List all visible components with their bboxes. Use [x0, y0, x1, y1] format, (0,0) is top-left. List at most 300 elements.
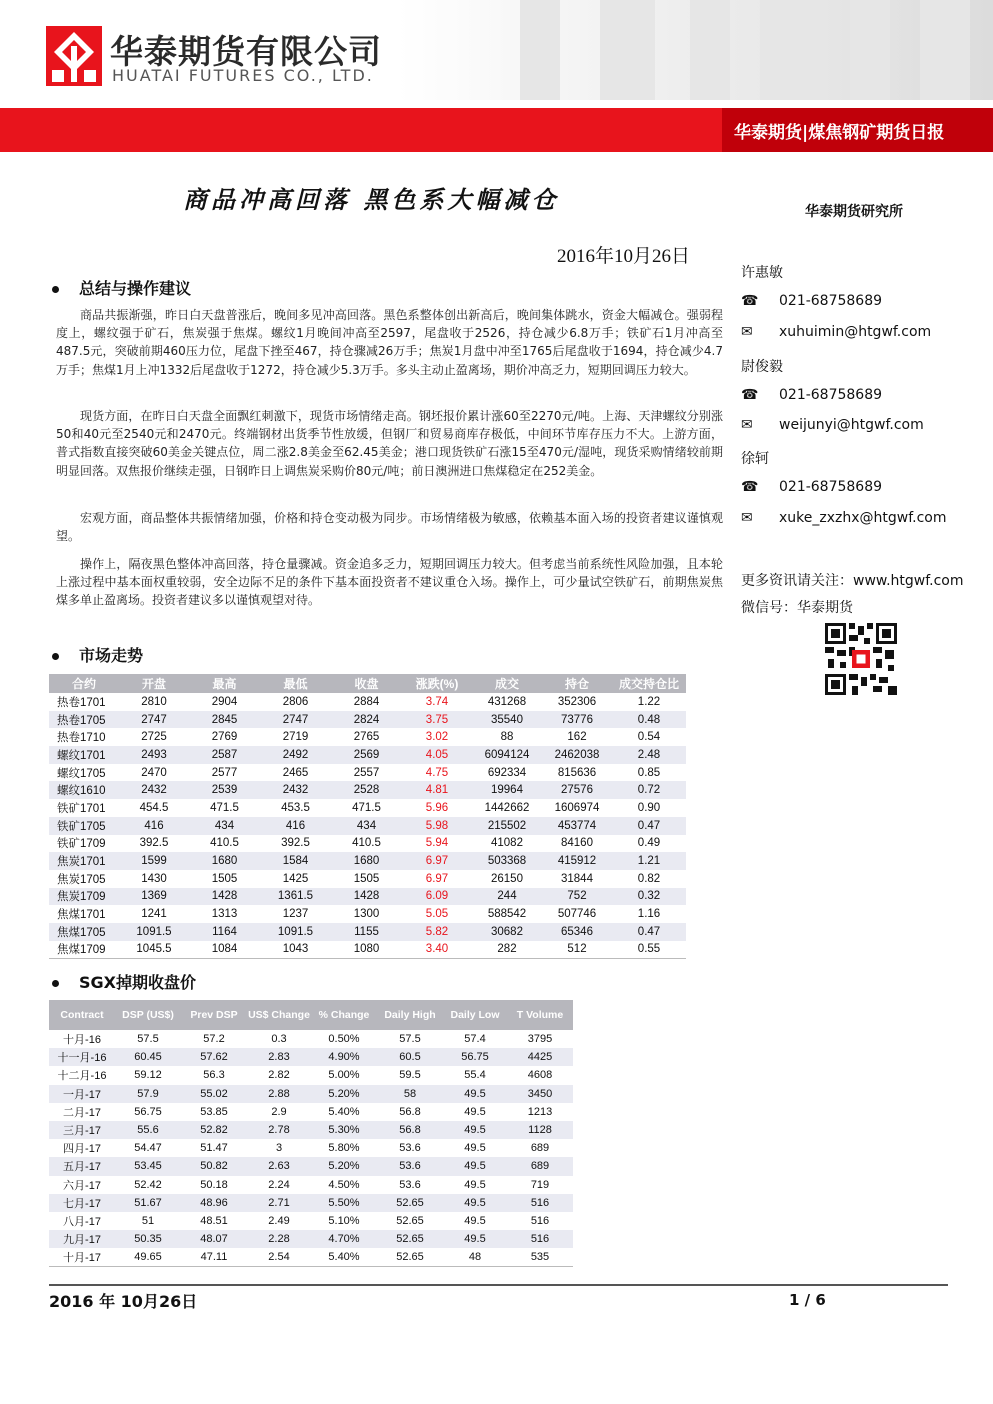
table-cell: 焦煤1709 [49, 941, 119, 959]
table-cell: 53.6 [377, 1157, 443, 1175]
table-cell: 719 [507, 1176, 573, 1194]
page-number: 1 / 6 [789, 1291, 826, 1309]
table-cell: 49.5 [443, 1194, 507, 1212]
table-cell: 2824 [331, 711, 402, 729]
table-cell: 4425 [507, 1048, 573, 1066]
table-row [49, 693, 686, 711]
table-cell: 5.94 [402, 835, 472, 853]
table-cell: 2493 [119, 746, 189, 764]
company-logo [46, 26, 102, 86]
table-cell: 59.12 [115, 1066, 181, 1084]
column-header: US$ Change [247, 1000, 311, 1030]
table-cell: 3450 [507, 1085, 573, 1103]
table-cell: 49.5 [443, 1139, 507, 1157]
table-cell: 四月-17 [49, 1139, 115, 1157]
table-cell: 2.78 [247, 1121, 311, 1139]
table-cell: 螺纹1610 [49, 781, 119, 799]
column-header: 持仓 [542, 674, 612, 693]
table-cell: 4608 [507, 1066, 573, 1084]
analyst-email[interactable]: ✉ xuke_zxzhx@htgwf.com [741, 510, 947, 526]
table-cell: 5.96 [402, 799, 472, 817]
table-cell: 5.82 [402, 923, 472, 941]
table-cell: 螺纹1701 [49, 746, 119, 764]
table-cell: 4.90% [311, 1048, 377, 1066]
table-cell: 2765 [331, 728, 402, 746]
table-cell: 52.65 [377, 1248, 443, 1267]
table-cell: 416 [119, 817, 189, 835]
table-cell: 1430 [119, 870, 189, 888]
table-cell: 410.5 [331, 835, 402, 853]
table-cell: 铁矿1705 [49, 817, 119, 835]
table-cell: 1084 [189, 941, 260, 959]
table-cell: 2470 [119, 764, 189, 782]
table-cell: 5.10% [311, 1212, 377, 1230]
column-header: 涨跌(%) [402, 674, 472, 693]
table-cell: 2432 [119, 781, 189, 799]
column-header: Prev DSP [181, 1000, 247, 1030]
website-notice[interactable]: 更多资讯请关注：www.htgwf.com [741, 573, 964, 589]
table-cell: 434 [331, 817, 402, 835]
table-row [49, 1066, 573, 1084]
table-row [49, 835, 686, 853]
table-cell: 焦煤1701 [49, 905, 119, 923]
table-cell: 65346 [542, 923, 612, 941]
table-cell: 689 [507, 1139, 573, 1157]
table-cell: 31844 [542, 870, 612, 888]
table-cell: 54.47 [115, 1139, 181, 1157]
table-cell: 535 [507, 1248, 573, 1267]
table-row [49, 852, 686, 870]
table-row [49, 817, 686, 835]
company-name-cn: 华泰期货有限公司 [110, 32, 382, 71]
table-cell: 51.47 [181, 1139, 247, 1157]
table-cell: 58 [377, 1085, 443, 1103]
table-cell: 1091.5 [119, 923, 189, 941]
table-cell: 1584 [260, 852, 331, 870]
table-cell: 53.6 [377, 1139, 443, 1157]
table-cell: 八月-17 [49, 1212, 115, 1230]
table-cell: 4.75 [402, 764, 472, 782]
table-cell: 3 [247, 1139, 311, 1157]
table-cell: 十月-17 [49, 1248, 115, 1267]
table-row [49, 1230, 573, 1248]
table-cell: 56.8 [377, 1103, 443, 1121]
table-cell: 471.5 [331, 799, 402, 817]
table-cell: 1313 [189, 905, 260, 923]
table-row [49, 711, 686, 729]
table-cell: 一月-17 [49, 1085, 115, 1103]
table-cell: 57.2 [181, 1030, 247, 1048]
column-header: 最高 [189, 674, 260, 693]
table-cell: 26150 [472, 870, 542, 888]
table-cell: 1425 [260, 870, 331, 888]
table-row [49, 1194, 573, 1212]
table-cell: 2.9 [247, 1103, 311, 1121]
envelope-icon: ✉ [741, 510, 753, 526]
table-cell: 4.81 [402, 781, 472, 799]
table-cell: 282 [472, 941, 542, 959]
table-row [49, 1176, 573, 1194]
table-cell: 焦煤1705 [49, 923, 119, 941]
table-cell: 53.85 [181, 1103, 247, 1121]
table-cell: 2.63 [247, 1157, 311, 1175]
table-cell: 2539 [189, 781, 260, 799]
table-cell: 2577 [189, 764, 260, 782]
table-cell: 516 [507, 1194, 573, 1212]
table-row [49, 1121, 573, 1139]
table-cell: 57.4 [443, 1030, 507, 1048]
table-cell: 1442662 [472, 799, 542, 817]
analyst-name: 尉俊毅 [741, 359, 783, 375]
table-cell: 2806 [260, 693, 331, 711]
table-cell: 2747 [119, 711, 189, 729]
table-cell: 0.55 [612, 941, 686, 959]
qr-code-icon [825, 623, 897, 695]
table-cell: 1155 [331, 923, 402, 941]
table-cell: 5.40% [311, 1248, 377, 1267]
table-cell: 4.05 [402, 746, 472, 764]
table-cell: 56.8 [377, 1121, 443, 1139]
table-cell: 49.5 [443, 1230, 507, 1248]
table-cell: 53.45 [115, 1157, 181, 1175]
sgx-table [49, 1000, 573, 1267]
table-cell: 454.5 [119, 799, 189, 817]
table-cell: 3.75 [402, 711, 472, 729]
table-cell: 48.96 [181, 1194, 247, 1212]
table-cell: 0.3 [247, 1030, 311, 1048]
table-cell: 51 [115, 1212, 181, 1230]
table-cell: 2884 [331, 693, 402, 711]
table-cell: 5.00% [311, 1066, 377, 1084]
table-cell: 2747 [260, 711, 331, 729]
table-cell: 2462038 [542, 746, 612, 764]
wechat-id: 微信号：华泰期货 [741, 600, 853, 616]
table-cell: 1080 [331, 941, 402, 959]
table-cell: 52.65 [377, 1230, 443, 1248]
table-cell: 1505 [331, 870, 402, 888]
table-cell: 59.5 [377, 1066, 443, 1084]
table-cell: 0.54 [612, 728, 686, 746]
table-row [49, 905, 686, 923]
table-cell: 铁矿1709 [49, 835, 119, 853]
footer-divider [49, 1284, 948, 1286]
table-cell: 52.65 [377, 1194, 443, 1212]
table-cell: 60.45 [115, 1048, 181, 1066]
table-row [49, 888, 686, 906]
column-header: 开盘 [119, 674, 189, 693]
table-cell: 0.82 [612, 870, 686, 888]
summary-paragraph-4: 操作上，隔夜黑色整体冲高回落，持仓量骤减。资金追多乏力，短期回调压力较大。但考虑当前系统性风险加强，且本轮上涨过程中基本面权重较弱，安全边际不足的条件下基本面投资者不建议重仓入场。操作上，可少量试空铁矿石，前期焦炭焦煤多单止盈离场。投资者建议多以谨慎观望对待。 [56, 557, 723, 608]
table-cell: 503368 [472, 852, 542, 870]
table-cell: 0.48 [612, 711, 686, 729]
report-date: 2016年10月26日 [557, 246, 691, 267]
table-cell: 516 [507, 1230, 573, 1248]
table-cell: 56.3 [181, 1066, 247, 1084]
table-cell: 49.5 [443, 1157, 507, 1175]
column-header: T Volume [507, 1000, 573, 1030]
analyst-phone: ☎ 021-68758689 [741, 387, 883, 403]
table-cell: 60.5 [377, 1048, 443, 1066]
table-header-row [49, 674, 686, 693]
summary-paragraph-1: 商品共振渐强，昨日白天盘普涨后，晚间多见冲高回落。黑色系整体创出新高后，晚间集体跳水，资金大幅减仓。强弱程度上，螺纹强于矿石，焦炭强于焦煤。螺纹1月晚间冲高至2597，尾盘收于2526，持仓减少6.8万手；铁矿石1月冲高至487.5元，突破前期460压力位，尾盘下挫至467，持仓骤减26万手；焦炭1月盘中冲至1765后尾盘收于1694，持仓减少4.7万手；焦煤1月上冲1332后尾盘收于1272，持仓减少5.3万手。多头主动止盈离场，期价冲高乏力，短期回调压力较大。 [56, 308, 723, 377]
table-row [49, 1030, 573, 1048]
table-cell: 5.50% [311, 1194, 377, 1212]
table-row [49, 1157, 573, 1175]
table-cell: 五月-17 [49, 1157, 115, 1175]
table-cell: 2904 [189, 693, 260, 711]
table-cell: 55.6 [115, 1121, 181, 1139]
table-cell: 1241 [119, 905, 189, 923]
summary-paragraph-2: 现货方面，在昨日白天盘全面飘红刺激下，现货市场情绪走高。钢坯报价累计涨60至2270元/吨。上海、天津螺纹分别涨50和40元至2540元和2470元。终端钢材出货季节性放缓，但钢厂和贸易商库存极低，中间环节库存压力不大。上游方面，普式指数直接突破60美金关键点位，周二涨2.8美金至62.45美金；港口现货铁矿石涨15至470元/湿吨，现货采购情绪较前期明显回落。双焦报价继续走强，日钢昨日上调焦炭采购价80元/吨；前日澳洲进口焦煤稳定在252美金。 [56, 409, 723, 478]
column-header: Daily Low [443, 1000, 507, 1030]
table-cell: 2432 [260, 781, 331, 799]
table-cell: 2.28 [247, 1230, 311, 1248]
table-row [49, 1248, 573, 1267]
table-row [49, 870, 686, 888]
table-cell: 2587 [189, 746, 260, 764]
table-cell: 2465 [260, 764, 331, 782]
table-cell: 1.21 [612, 852, 686, 870]
table-row [49, 1048, 573, 1066]
table-cell: 415912 [542, 852, 612, 870]
table-cell: 41082 [472, 835, 542, 853]
summary-heading: 总结与操作建议 [52, 276, 191, 299]
column-header: DSP (US$) [115, 1000, 181, 1030]
table-cell: 392.5 [260, 835, 331, 853]
table-cell: 73776 [542, 711, 612, 729]
footer-date: 2016 年 10月26日 [49, 1292, 198, 1311]
table-cell: 416 [260, 817, 331, 835]
analyst-email[interactable]: ✉ weijunyi@htgwf.com [741, 417, 924, 433]
table-cell: 1128 [507, 1121, 573, 1139]
table-cell: 3795 [507, 1030, 573, 1048]
table-cell: 35540 [472, 711, 542, 729]
table-cell: 0.90 [612, 799, 686, 817]
sgx-heading: SGX掉期收盘价 [52, 970, 196, 993]
table-cell: 5.30% [311, 1121, 377, 1139]
table-cell: 2.48 [612, 746, 686, 764]
column-header: 合约 [49, 674, 119, 693]
table-cell: 2769 [189, 728, 260, 746]
phone-icon: ☎ [741, 479, 759, 495]
table-cell: 1045.5 [119, 941, 189, 959]
table-cell: 0.49 [612, 835, 686, 853]
table-cell: 3.74 [402, 693, 472, 711]
table-cell: 50.82 [181, 1157, 247, 1175]
table-cell: 3.02 [402, 728, 472, 746]
table-cell: 5.40% [311, 1103, 377, 1121]
table-cell: 48.51 [181, 1212, 247, 1230]
table-cell: 162 [542, 728, 612, 746]
table-cell: 1606974 [542, 799, 612, 817]
table-cell: 49.5 [443, 1103, 507, 1121]
table-cell: 57.5 [115, 1030, 181, 1048]
analyst-name: 许惠敏 [741, 265, 783, 281]
table-cell: 2810 [119, 693, 189, 711]
column-header: 成交持仓比 [612, 674, 686, 693]
table-cell: 0.47 [612, 817, 686, 835]
table-cell: 三月-17 [49, 1121, 115, 1139]
table-cell: 焦炭1705 [49, 870, 119, 888]
table-cell: 1428 [331, 888, 402, 906]
report-title: 商品冲高回落 黑色系大幅减仓 [183, 185, 560, 214]
table-cell: 十一月-16 [49, 1048, 115, 1066]
table-cell: 1505 [189, 870, 260, 888]
table-row [49, 728, 686, 746]
table-row [49, 746, 686, 764]
table-cell: 49.5 [443, 1085, 507, 1103]
table-cell: 49.65 [115, 1248, 181, 1267]
table-cell: 1.16 [612, 905, 686, 923]
table-cell: 2.71 [247, 1194, 311, 1212]
column-header: % Change [311, 1000, 377, 1030]
table-cell: 512 [542, 941, 612, 959]
table-cell: 57.9 [115, 1085, 181, 1103]
table-cell: 1.22 [612, 693, 686, 711]
table-cell: 2528 [331, 781, 402, 799]
summary-paragraph-3: 宏观方面，商品整体共振情绪加强，价格和持仓变动极为同步。市场情绪极为敏感，依赖基本面入场的投资者建议谨慎观望。 [56, 511, 723, 544]
table-cell: 2.54 [247, 1248, 311, 1267]
table-cell: 55.02 [181, 1085, 247, 1103]
table-cell: 十月-16 [49, 1030, 115, 1048]
bullet-icon [52, 653, 59, 660]
phone-icon: ☎ [741, 293, 759, 309]
phone-icon: ☎ [741, 387, 759, 403]
table-row [49, 1085, 573, 1103]
table-cell: 49.5 [443, 1121, 507, 1139]
table-cell: 1164 [189, 923, 260, 941]
table-cell: 2.82 [247, 1066, 311, 1084]
column-header: 最低 [260, 674, 331, 693]
table-cell: 1091.5 [260, 923, 331, 941]
column-header: Daily High [377, 1000, 443, 1030]
report-series-title: 华泰期货|煤焦钢矿期货日报 [734, 123, 945, 143]
table-cell: 5.98 [402, 817, 472, 835]
table-cell: 0.32 [612, 888, 686, 906]
table-cell: 431268 [472, 693, 542, 711]
table-cell: 0.50% [311, 1030, 377, 1048]
table-cell: 热卷1705 [49, 711, 119, 729]
table-cell: 53.6 [377, 1176, 443, 1194]
analyst-email[interactable]: ✉ xuhuimin@htgwf.com [741, 324, 932, 340]
table-row [49, 764, 686, 782]
market-table [49, 674, 686, 959]
table-cell: 九月-17 [49, 1230, 115, 1248]
table-cell: 6.97 [402, 870, 472, 888]
table-cell: 19964 [472, 781, 542, 799]
table-cell: 0.47 [612, 923, 686, 941]
table-cell: 6.97 [402, 852, 472, 870]
table-cell: 30682 [472, 923, 542, 941]
table-cell: 3.40 [402, 941, 472, 959]
table-cell: 453.5 [260, 799, 331, 817]
table-cell: 50.35 [115, 1230, 181, 1248]
table-cell: 51.67 [115, 1194, 181, 1212]
table-cell: 815636 [542, 764, 612, 782]
table-cell: 50.18 [181, 1176, 247, 1194]
table-row [49, 781, 686, 799]
table-cell: 焦炭1709 [49, 888, 119, 906]
table-cell: 0.85 [612, 764, 686, 782]
column-header: 成交 [472, 674, 542, 693]
table-cell: 1300 [331, 905, 402, 923]
table-row [49, 1139, 573, 1157]
table-row [49, 1103, 573, 1121]
table-cell: 2.49 [247, 1212, 311, 1230]
table-cell: 392.5 [119, 835, 189, 853]
table-row [49, 923, 686, 941]
table-cell: 六月-17 [49, 1176, 115, 1194]
table-cell: 1213 [507, 1103, 573, 1121]
table-cell: 48.07 [181, 1230, 247, 1248]
table-cell: 57.62 [181, 1048, 247, 1066]
analyst-phone: ☎ 021-68758689 [741, 479, 883, 495]
table-cell: 十二月-16 [49, 1066, 115, 1084]
table-cell: 56.75 [115, 1103, 181, 1121]
table-cell: 471.5 [189, 799, 260, 817]
table-cell: 5.05 [402, 905, 472, 923]
table-cell: 507746 [542, 905, 612, 923]
column-header: 收盘 [331, 674, 402, 693]
table-cell: 5.20% [311, 1157, 377, 1175]
table-cell: 2725 [119, 728, 189, 746]
table-cell: 1599 [119, 852, 189, 870]
column-header: Contract [49, 1000, 115, 1030]
table-cell: 二月-17 [49, 1103, 115, 1121]
table-cell: 57.5 [377, 1030, 443, 1048]
table-cell: 铁矿1701 [49, 799, 119, 817]
envelope-icon: ✉ [741, 417, 753, 433]
table-cell: 516 [507, 1212, 573, 1230]
table-cell: 2492 [260, 746, 331, 764]
table-cell: 52.42 [115, 1176, 181, 1194]
table-cell: 453774 [542, 817, 612, 835]
table-cell: 215502 [472, 817, 542, 835]
table-cell: 6094124 [472, 746, 542, 764]
table-cell: 1361.5 [260, 888, 331, 906]
table-cell: 4.50% [311, 1176, 377, 1194]
table-cell: 螺纹1705 [49, 764, 119, 782]
table-cell: 1428 [189, 888, 260, 906]
table-cell: 2.83 [247, 1048, 311, 1066]
table-cell: 6.09 [402, 888, 472, 906]
table-cell: 689 [507, 1157, 573, 1175]
table-cell: 588542 [472, 905, 542, 923]
table-cell: 49.5 [443, 1176, 507, 1194]
table-cell: 352306 [542, 693, 612, 711]
table-cell: 244 [472, 888, 542, 906]
table-header-row [49, 1000, 573, 1030]
table-row [49, 941, 686, 959]
table-cell: 1043 [260, 941, 331, 959]
table-cell: 1369 [119, 888, 189, 906]
table-cell: 0.72 [612, 781, 686, 799]
table-cell: 2719 [260, 728, 331, 746]
table-cell: 692334 [472, 764, 542, 782]
table-cell: 2.88 [247, 1085, 311, 1103]
research-institute: 华泰期货研究所 [805, 204, 903, 220]
table-cell: 焦炭1701 [49, 852, 119, 870]
table-cell: 5.20% [311, 1085, 377, 1103]
table-row [49, 799, 686, 817]
table-cell: 4.70% [311, 1230, 377, 1248]
table-cell: 88 [472, 728, 542, 746]
table-cell: 410.5 [189, 835, 260, 853]
table-cell: 52.82 [181, 1121, 247, 1139]
table-cell: 1680 [331, 852, 402, 870]
table-cell: 5.80% [311, 1139, 377, 1157]
company-name-en: HUATAI FUTURES CO., LTD. [112, 66, 374, 85]
